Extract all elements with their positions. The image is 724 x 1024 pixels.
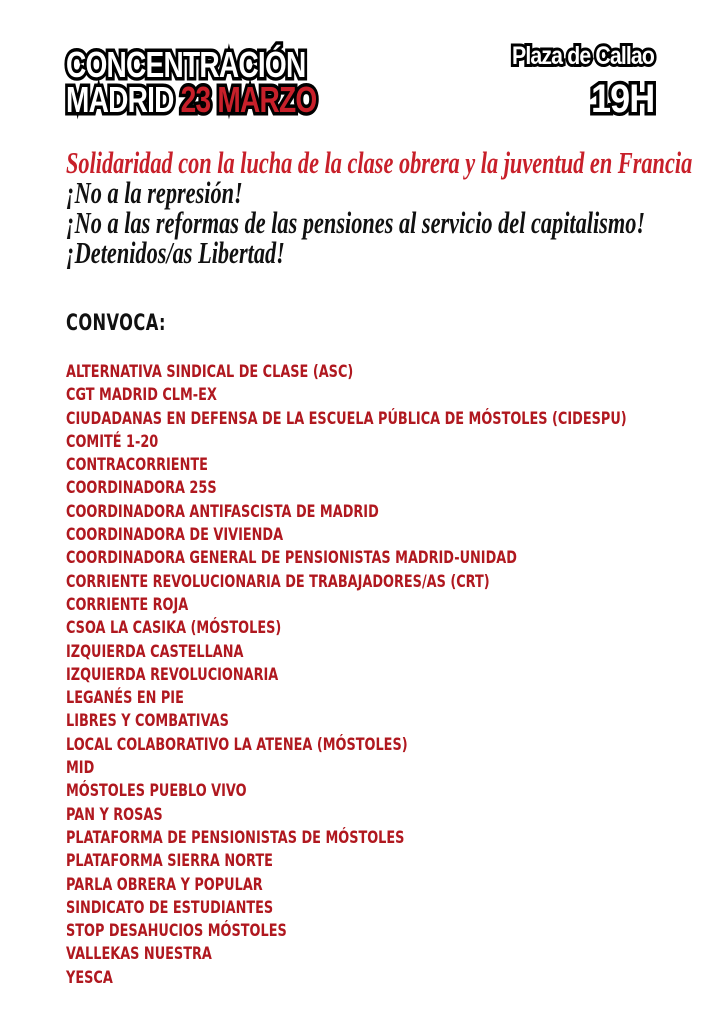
event-city-date — [66, 79, 316, 121]
organization-item: IZQUIERDA CASTELLANA — [66, 641, 244, 661]
organization-item: CSOA LA CASIKA (MÓSTOLES) — [66, 618, 282, 638]
organization-item: CONTRACORRIENTE — [66, 455, 208, 475]
organizations-list — [66, 360, 627, 989]
organization-item: VALLEKAS NUESTRA — [66, 944, 212, 964]
slogan: ¡No a la represión! — [66, 175, 243, 210]
event-date: 23 MARZO — [180, 79, 317, 120]
organization-item: SINDICATO DE ESTUDIANTES — [66, 897, 274, 917]
organization-item: LOCAL COLABORATIVO LA ATENEA (MÓSTOLES) — [66, 734, 408, 754]
organization-item: COORDINADORA GENERAL DE PENSIONISTAS MADRID-UNIDAD — [66, 548, 517, 568]
organization-item: COMITÉ 1-20 — [66, 431, 159, 451]
convoca-heading: CONVOCA: — [66, 311, 166, 336]
organization-item: COORDINADORA DE VIVIENDA — [66, 525, 284, 545]
organization-item: PLATAFORMA DE PENSIONISTAS DE MÓSTOLES — [66, 827, 405, 847]
organization-item: PAN Y ROSAS — [66, 804, 163, 824]
event-place: Plaza de Callao — [512, 42, 654, 70]
organization-item: LEGANÉS EN PIE — [66, 688, 184, 708]
organization-item: MID — [66, 758, 95, 778]
organization-item: CORRIENTE ROJA — [66, 594, 189, 614]
statement-lead: Solidaridad con la lucha de la clase obrera y la juventud en Francia — [66, 145, 693, 180]
organization-item: CGT MADRID CLM-EX — [66, 385, 217, 405]
organization-item: MÓSTOLES PUEBLO VIVO — [66, 781, 247, 801]
slogan: ¡Detenidos/as Libertad! — [66, 235, 285, 270]
event-title: CONCENTRACIÓN — [66, 44, 306, 85]
organization-item: IZQUIERDA REVOLUCIONARIA — [66, 664, 279, 684]
statement — [66, 145, 693, 270]
organization-item: LIBRES Y COMBATIVAS — [66, 711, 229, 731]
organization-item: CIUDADANAS EN DEFENSA DE LA ESCUELA PÚBLICA DE MÓSTOLES (CIDESPU) — [66, 408, 627, 428]
event-hour: 19H — [590, 77, 654, 121]
organization-item: YESCA — [66, 967, 113, 987]
organization-item: COORDINADORA ANTIFASCISTA DE MADRID — [66, 501, 379, 521]
organization-item: STOP DESAHUCIOS MÓSTOLES — [66, 921, 287, 941]
organization-item: ALTERNATIVA SINDICAL DE CLASE (ASC) — [66, 362, 354, 381]
organization-item: COORDINADORA 25S — [66, 478, 217, 498]
slogan: ¡No a las reformas de las pensiones al servicio del capitalismo! — [66, 205, 646, 240]
event-city: MADRID — [66, 79, 174, 120]
organization-item: PARLA OBRERA Y POPULAR — [66, 874, 263, 894]
organization-item: CORRIENTE REVOLUCIONARIA DE TRABAJADORES/AS (CRT) — [66, 571, 490, 591]
organization-item: PLATAFORMA SIERRA NORTE — [66, 851, 273, 871]
